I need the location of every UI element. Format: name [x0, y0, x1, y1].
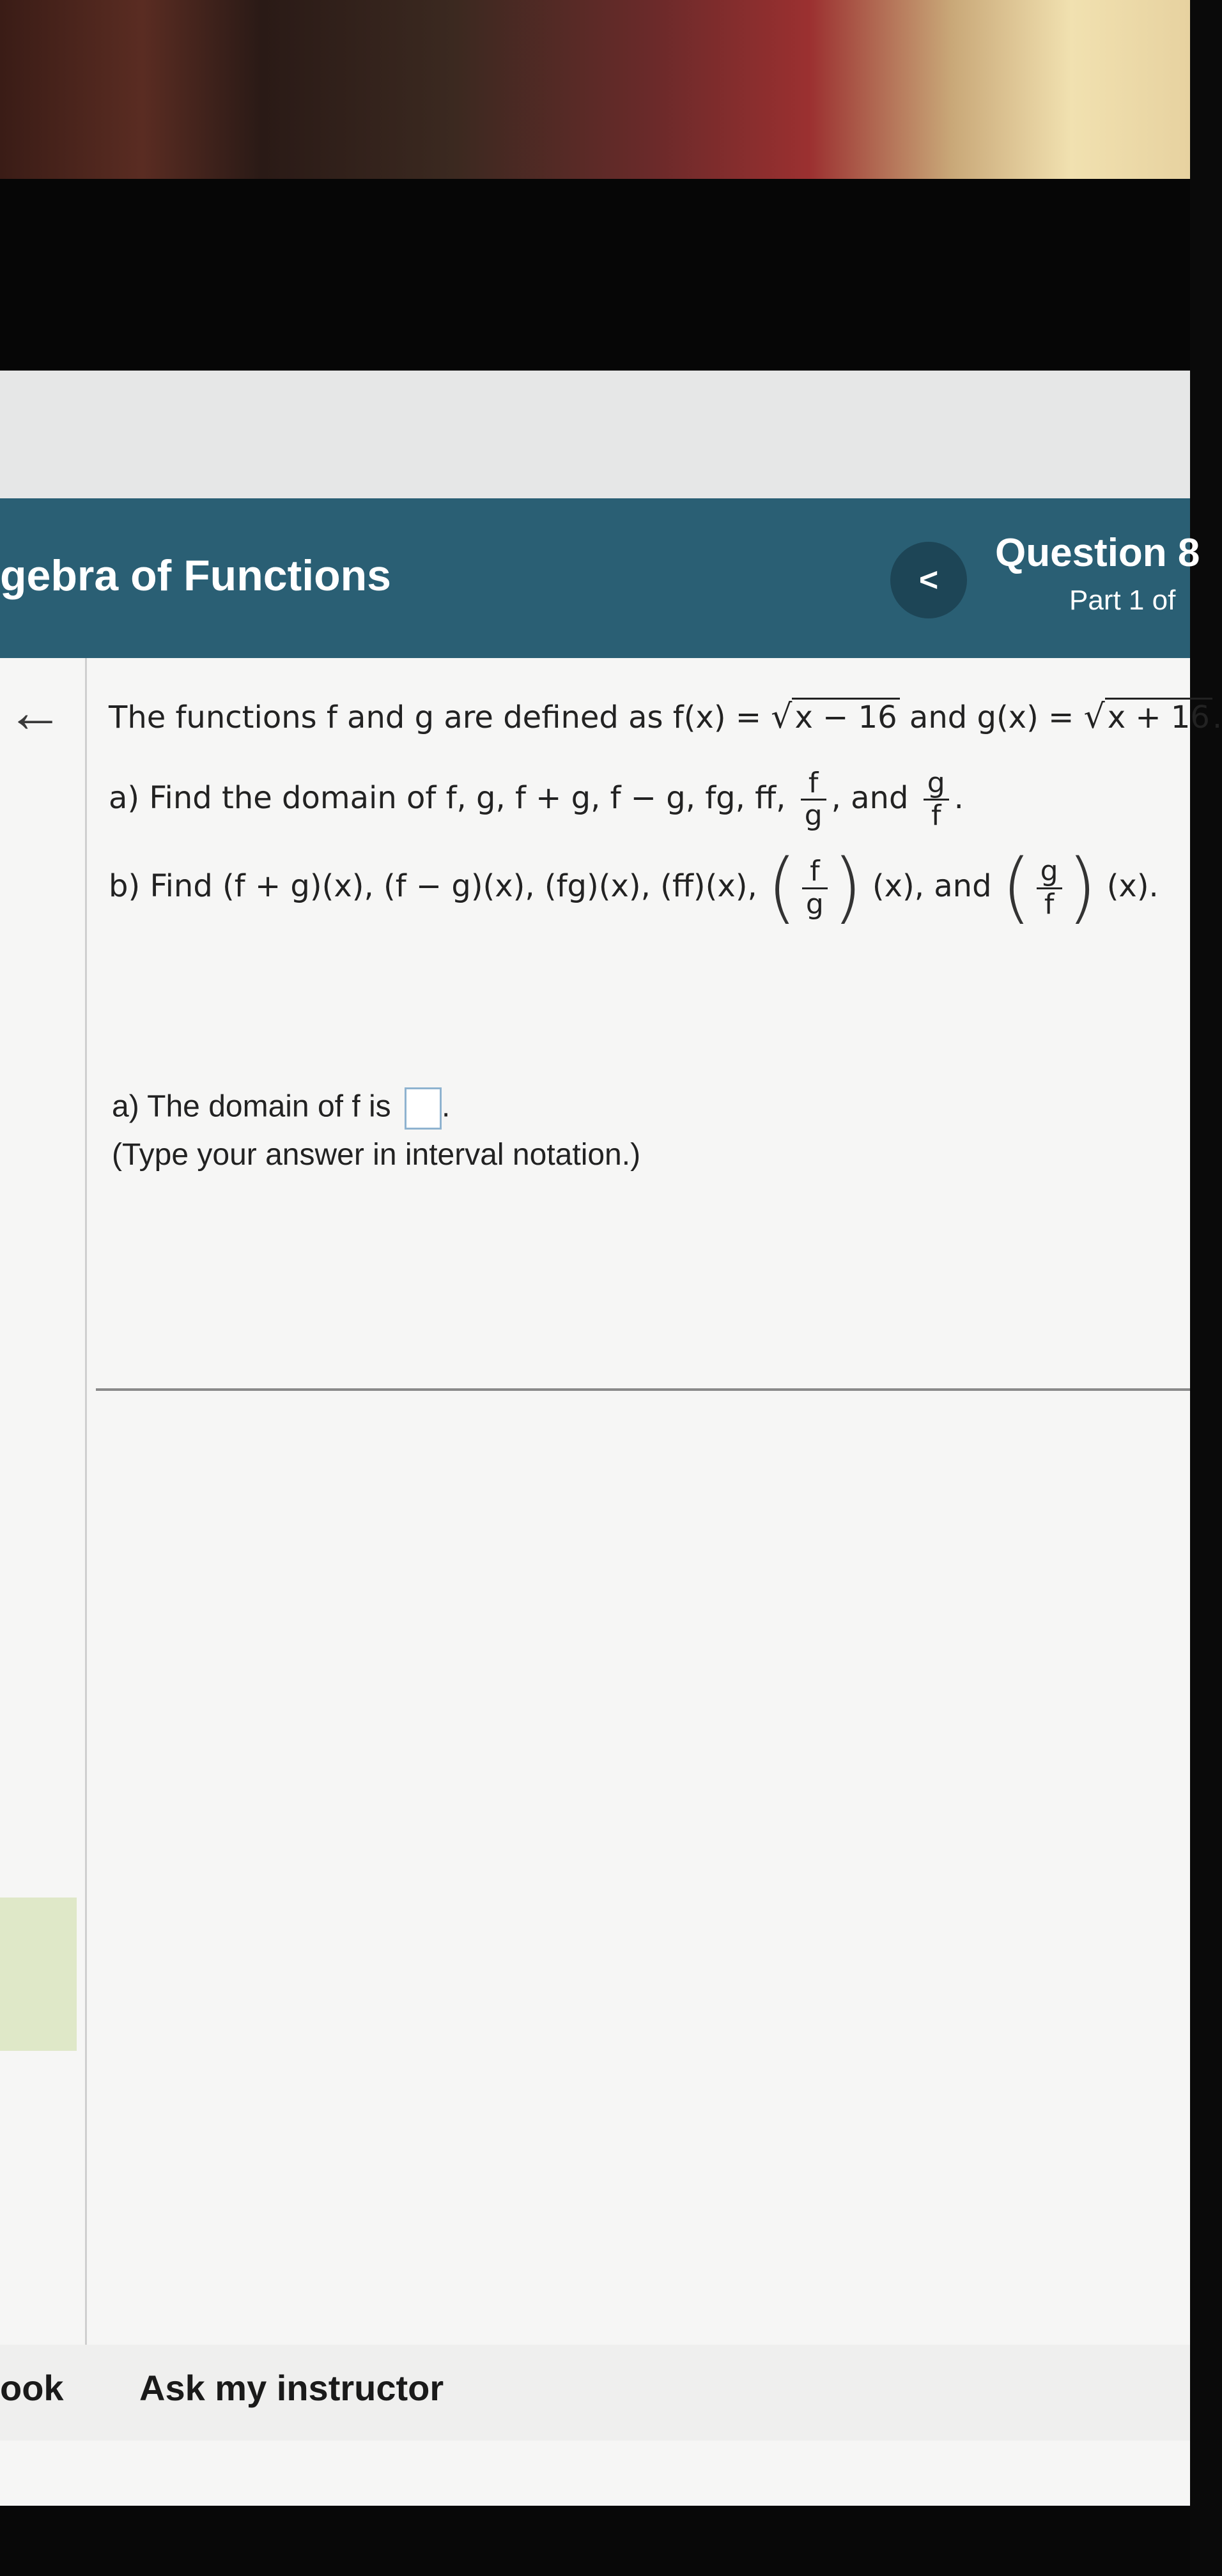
answer-prompt-suffix: . — [442, 1089, 451, 1124]
part-b-instruction — [109, 843, 1159, 932]
sidebar-divider — [85, 658, 87, 2345]
sqrt-symbol: √ — [771, 698, 793, 736]
back-arrow-icon[interactable]: ← — [6, 680, 64, 744]
part-a-prefix: a) Find the domain of f, g, f + g, f − g, fg, ff, — [109, 779, 786, 816]
fraction-f-over-g — [802, 856, 828, 920]
chevron-left-icon: < — [918, 562, 939, 599]
part-label: Part 1 of — [1069, 585, 1176, 616]
sidebar-highlight — [0, 1897, 77, 2051]
footer-bar — [0, 2345, 1190, 2441]
frac-denominator: g — [804, 799, 823, 832]
frac-denominator: g — [805, 887, 824, 921]
previous-question-button[interactable] — [890, 542, 967, 618]
right-paren: ) — [1067, 843, 1097, 932]
right-paren: ) — [832, 843, 863, 932]
domain-answer-input[interactable] — [405, 1087, 442, 1130]
answer-prompt-prefix: a) The domain of f is — [112, 1089, 391, 1124]
content-area — [0, 658, 1222, 2506]
part-b-mid: (x), and — [872, 868, 992, 904]
section-title: gebra of Functions — [0, 551, 391, 600]
answer-prompt — [112, 1087, 450, 1130]
screen-top-area — [0, 371, 1190, 498]
left-paren: ( — [1001, 843, 1032, 932]
sqrt-symbol: √ — [1083, 698, 1105, 736]
part-b-prefix: b) Find (f + g)(x), (f − g)(x), (fg)(x), (ff)(x), — [109, 868, 757, 904]
part-a-and: , and — [831, 779, 909, 816]
left-paren: ( — [767, 843, 797, 932]
ask-instructor-link[interactable]: Ask my instructor — [139, 2368, 444, 2408]
problem-and-g: and g(x) = — [909, 700, 1074, 735]
frac-numerator: f — [802, 856, 828, 889]
frac-numerator: g — [924, 768, 949, 801]
ebook-link[interactable]: ook — [0, 2368, 64, 2408]
screen — [0, 371, 1222, 2506]
problem-intro-prefix: The functions f and g are defined as f(x) = — [109, 700, 762, 735]
problem-intro — [109, 698, 1222, 736]
part-a-period: . — [954, 779, 964, 816]
f-radicand: x − 16 — [792, 698, 899, 735]
fraction-g-over-f — [1037, 856, 1062, 920]
g-radicand: x + 16 — [1105, 698, 1212, 735]
part-a-instruction — [109, 768, 964, 832]
header-bar — [0, 498, 1200, 658]
monitor-bezel — [0, 179, 1190, 371]
problem-period: . — [1212, 700, 1222, 735]
fraction-g-over-f — [924, 768, 949, 832]
frac-numerator: f — [801, 768, 826, 801]
frac-denominator: f — [1044, 887, 1055, 921]
answer-hint: (Type your answer in interval notation.) — [112, 1138, 641, 1172]
section-divider — [96, 1388, 1190, 1391]
part-b-end: (x). — [1106, 868, 1159, 904]
photo-background — [0, 0, 1190, 179]
frac-numerator: g — [1037, 856, 1062, 889]
monitor-bottom-bezel — [0, 2506, 1190, 2576]
frac-denominator: f — [931, 799, 941, 832]
fraction-f-over-g — [801, 768, 826, 832]
question-title: Question 8 — [995, 531, 1200, 575]
